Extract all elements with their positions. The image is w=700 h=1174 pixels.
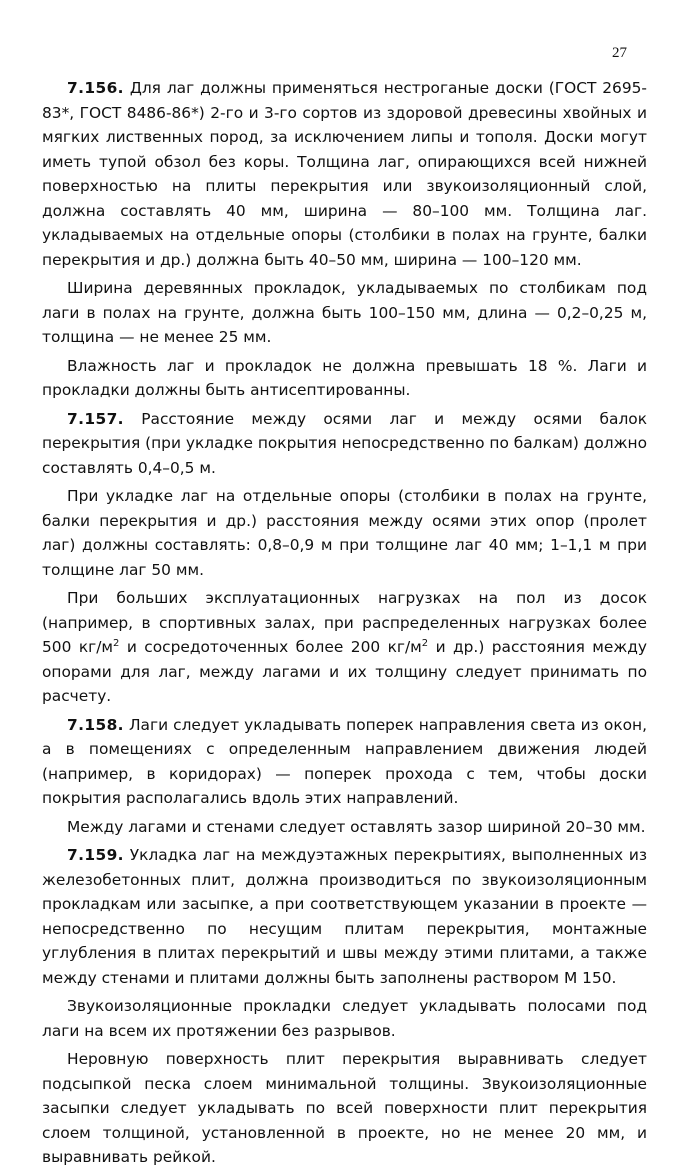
paragraph-text: и др.) расстояния между опорами для лаг, между лагами и их толщину следует принимать по расчету. [42,638,647,705]
paragraph [42,484,647,582]
paragraph-text: и сосредоточенных более 200 кг/м [119,638,422,656]
paragraph [42,843,647,990]
paragraph-text: Звукоизоляционные прокладки следует укладывать полосами под лаги на всем их протяжении без разрывов. [42,997,647,1040]
clause-number: 7.156. [67,79,124,97]
paragraph-text: Расстояние между осями лаг и между осями балок перекрытия (при укладке покрытия непосредственно по балкам) должно составлять 0,4–0,5 м. [42,409,647,477]
clause-number: 7.158. [67,715,124,734]
paragraph [42,815,647,840]
document-body [42,76,647,1174]
paragraph [42,586,647,709]
paragraph [42,1047,647,1170]
clause-number: 7.159. [67,846,124,864]
paragraph [42,76,647,272]
paragraph [42,354,647,403]
paragraph-text: Ширина деревянных прокладок, укладываемых по столбикам под лаги в полах на грунте, должна быть 100–150 мм, длина — 0,2–0,25 м, толщина — не менее 25 мм. [42,279,647,346]
paragraph-text: Укладка лаг на междуэтажных перекрытиях, выполненных из железобетонных плит, должна производиться по звукоизоляционным прокладкам или засыпке, а при соответствующем указании в проекте — непосредственно по несущим плитам перекрытия, монтажные углубления в плитах перекрытий и швы между этими плитами, а также между стенами и плитами должны быть заполнены раствором М 150. [42,846,647,987]
superscript: 2 [421,638,429,649]
paragraph [42,276,647,350]
paragraph-text: Между лагами и стенами следует оставлять зазор шириной 20–30 мм. [67,817,646,836]
paragraph-text: Неровную поверхность плит перекрытия выравнивать следует подсыпкой песка слоем минимальной толщины. Звукоизоляционные засыпки следует укладывать по всей поверхности плит перекрытия слоем толщиной, установленной в проекте, но не менее 20 мм, и выравнивать рейкой. [42,1050,647,1166]
paragraph [42,407,647,481]
paragraph [42,713,647,811]
paragraph-text: При больших эксплуатационных нагрузках на пол из досок (например, в спортивных залах, при распределенных нагрузках более 500 кг/м [42,589,647,656]
superscript: 2 [113,638,120,649]
paragraph-text: Для лаг должны применяться нестроганые доски (ГОСТ 2695-83*, ГОСТ 8486-86*) 2-го и 3-го сортов из здоровой древесины хвойных и мягких лиственных пород, за исключением липы и тополя. Доски могут иметь тупой обзол без коры. Толщина лаг, опирающихся всей нижней поверхностью на плиты перекрытия или звукоизоляционный слой, должна составлять 40 мм, ширина — 80–100 мм. Толщина лаг. укладываемых на отдельные опоры (столбики в полах на грунте, балки перекрытия и др.) должна быть 40–50 мм, ширина — 100–120 мм. [42,79,647,269]
paragraph-text: Влажность лаг и прокладок не должна превышать 18 %. Лаги и прокладки должны быть антисептированны. [42,356,647,399]
page-number: 27 [612,45,627,61]
paragraph [42,994,647,1043]
clause-number: 7.157. [67,409,124,428]
paragraph-text: Лаги следует укладывать поперек направления света из окон, а в помещениях с определенным направлением движения людей (например, в коридорах) — поперек прохода с тем, чтобы доски покрытия располагались вдоль этих направлений. [42,715,647,807]
paragraph-text: При укладке лаг на отдельные опоры (столбики в полах на грунте, балки перекрытия и др.) расстояния между осями этих опор (пролет лаг) должны составлять: 0,8–0,9 м при толщине лаг 40 мм; 1–1,1 м при толщине лаг 50 мм. [42,487,647,579]
